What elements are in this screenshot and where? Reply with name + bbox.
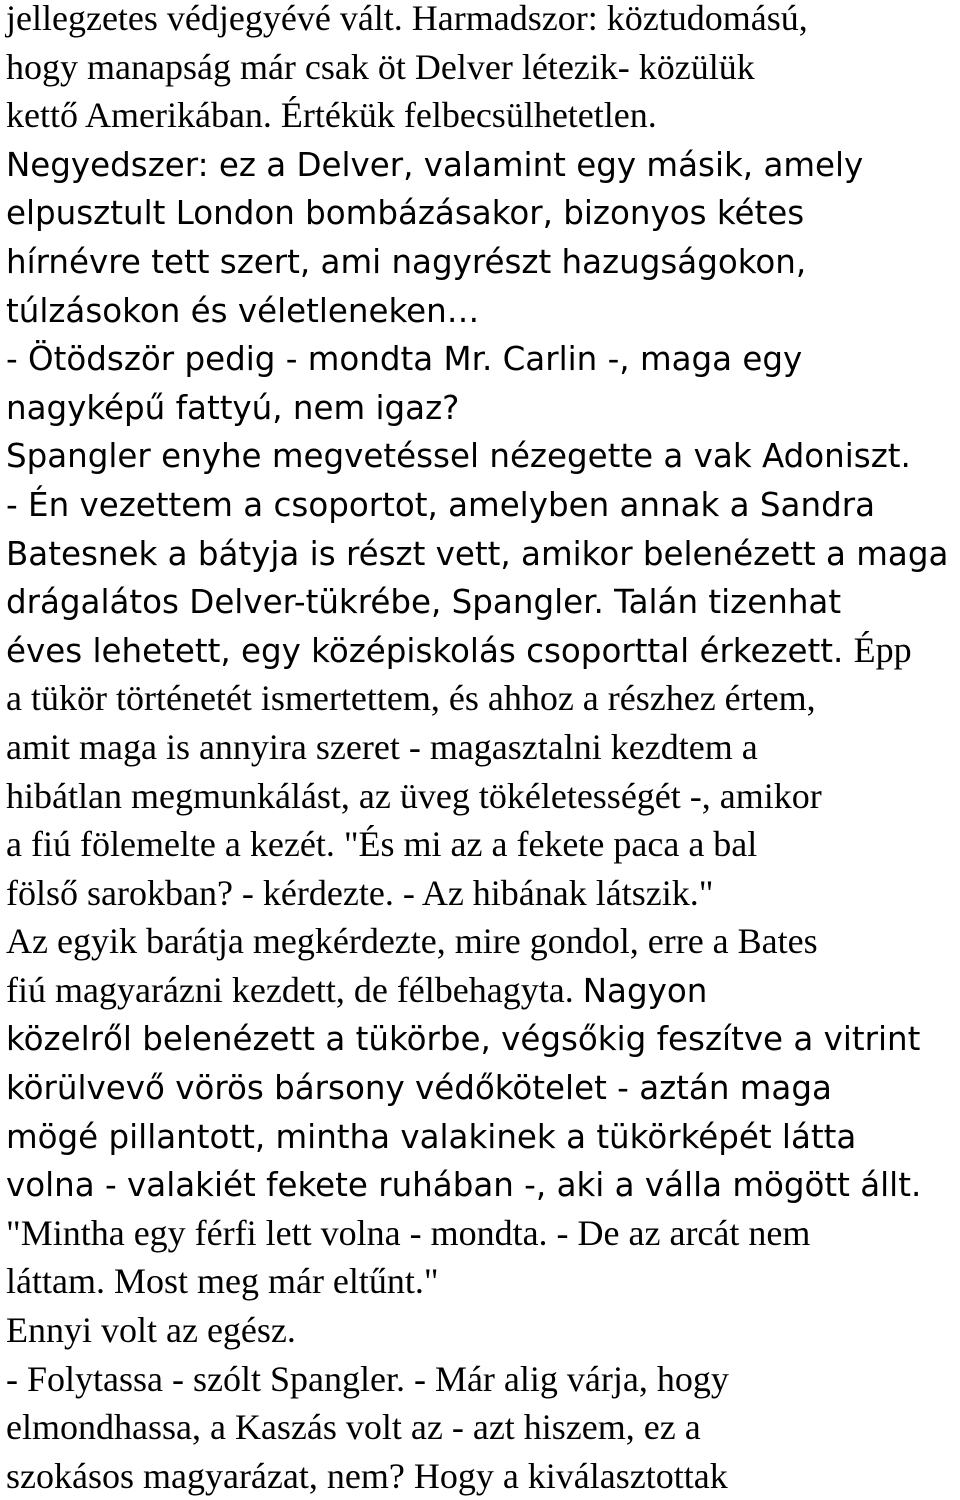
text-segment: Spangler enyhe megvetéssel nézegette a vak Adoniszt.	[6, 437, 911, 476]
text-line	[6, 140, 956, 189]
text-line	[6, 334, 956, 383]
text-line	[6, 723, 956, 772]
text-line	[6, 1452, 956, 1500]
text-segment: Épp	[853, 629, 912, 670]
text-segment: a fiú fölemelte a kezét. "És mi az a fekete paca a bal	[6, 824, 758, 865]
text-segment: hogy manapság már csak öt Delver létezik- közülük	[6, 46, 755, 87]
text-line	[6, 480, 956, 529]
text-segment: Carlin -, maga egy	[502, 340, 803, 379]
text-segment: láttam. Most meg már eltűnt."	[6, 1261, 439, 1302]
text-segment: a tükör történetét ismertettem, és ahhoz a részhez értem,	[6, 678, 816, 719]
text-segment: "Mintha egy férfi lett volna - mondta. - De az arcát nem	[6, 1212, 811, 1253]
text-segment: - Folytassa - szólt Spangler. - Már alig várja, hogy	[6, 1358, 729, 1399]
text-line	[6, 577, 956, 626]
text-line	[6, 1355, 956, 1404]
text-segment: elpusztult London bombázásakor, bizonyos kétes	[6, 194, 805, 233]
text-segment: éves lehetett, egy középiskolás csoporttal érkezett.	[6, 631, 854, 670]
text-segment: kettő Amerikában. Értékük felbecsülhetetlen.	[6, 95, 657, 136]
text-segment: Nagyon	[582, 971, 708, 1010]
text-line	[6, 869, 956, 918]
text-line	[6, 820, 956, 869]
text-line	[6, 1112, 956, 1161]
text-segment: Az egyik barátja megkérdezte, mire gondol, erre a Bates	[6, 921, 818, 962]
text-line	[6, 286, 956, 335]
text-line	[6, 1209, 956, 1258]
text-line	[6, 772, 956, 821]
text-line	[6, 674, 956, 723]
text-line	[6, 43, 956, 92]
text-line	[6, 1403, 956, 1452]
text-line	[6, 1014, 956, 1063]
text-segment: amit maga is annyira szeret - magasztalni kezdtem a	[6, 726, 758, 767]
text-segment: szokásos magyarázat, nem? Hogy a kiválasztottak	[6, 1455, 728, 1496]
text-segment: elmondhassa, a Kaszás volt az - azt hiszem, ez a	[6, 1407, 701, 1448]
text-segment: mögé pillantott, mintha valakinek a tükörképét látta	[6, 1117, 857, 1156]
text-line	[6, 626, 956, 675]
text-line	[6, 0, 956, 43]
text-line	[6, 966, 956, 1015]
text-segment: drágalátos Delver-tükrébe, Spangler. Talán tizenhat	[6, 583, 842, 622]
text-segment: fölső sarokban? - kérdezte. - Az hibának látszik."	[6, 872, 714, 913]
text-line	[6, 1257, 956, 1306]
text-segment: közelről belenézett a tükörbe, végsőkig feszítve a vitrint	[6, 1020, 921, 1059]
text-segment: fiú magyarázni kezdett, de félbehagyta.	[6, 969, 583, 1010]
text-segment: Batesnek a bátyja is részt vett, amikor belenézett a maga	[6, 534, 949, 573]
document-page	[6, 0, 956, 1500]
text-segment: hírnévre tett szert, ami nagyrészt hazugságokon,	[6, 242, 807, 281]
text-line	[6, 431, 956, 480]
text-line	[6, 917, 956, 966]
text-segment: túlzásokon és véletleneken…	[6, 291, 480, 330]
text-segment: jellegzetes védjegyévé vált. Harmadszor: köztudomású,	[6, 0, 808, 38]
text-segment: - Én vezettem a csoportot, amelyben annak a Sandra	[6, 485, 875, 524]
text-line	[6, 1306, 956, 1355]
text-line	[6, 237, 956, 286]
text-line	[6, 383, 956, 432]
text-line	[6, 188, 956, 237]
text-line	[6, 1160, 956, 1209]
text-segment: volna - valakiét fekete ruhában -, aki a válla mögött állt.	[6, 1166, 922, 1205]
text-segment: - Ötödször pedig - mondta Mr.	[6, 340, 503, 379]
text-segment: Ennyi volt az egész.	[6, 1310, 296, 1351]
text-segment: nagyképű fattyú, nem igaz?	[6, 388, 460, 427]
text-segment: körülvevő vörös bársony védőkötelet - aztán maga	[6, 1069, 832, 1108]
text-segment: hibátlan megmunkálást, az üveg tökéletességét -, amikor	[6, 775, 822, 816]
text-line	[6, 1063, 956, 1112]
text-line	[6, 529, 956, 578]
text-segment: Negyedszer: ez a Delver, valamint egy másik, amely	[6, 145, 864, 184]
text-line	[6, 91, 956, 140]
